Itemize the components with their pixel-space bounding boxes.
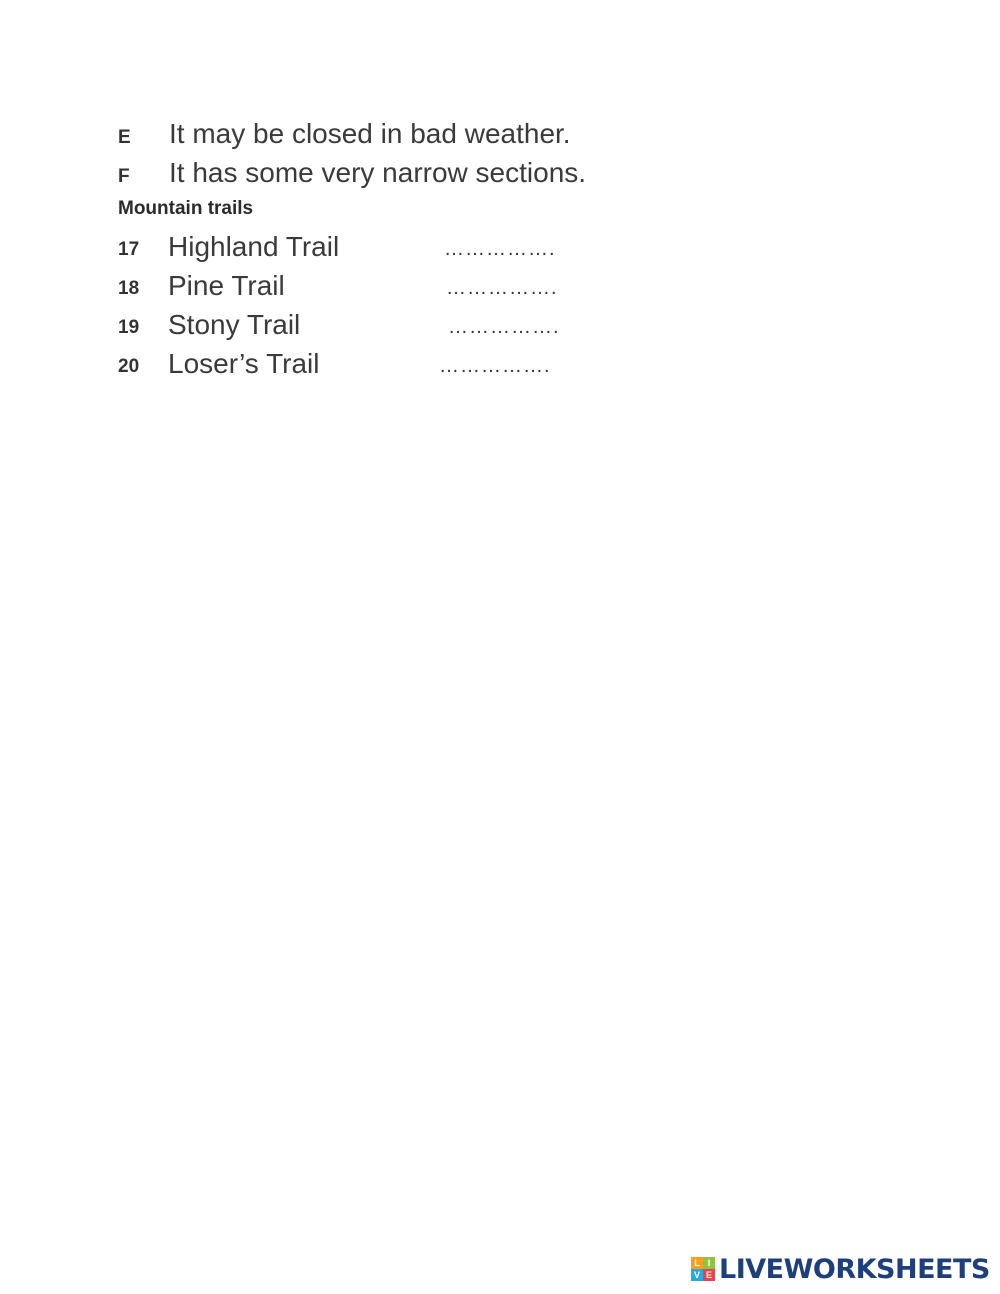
live-logo-icon	[691, 1257, 715, 1281]
trail-name: Loser’s Trail	[168, 348, 320, 379]
trail-name: Highland Trail	[168, 231, 340, 262]
trail-row-20	[118, 344, 578, 382]
option-letter: F	[118, 166, 130, 187]
logo-tile: I	[703, 1257, 715, 1269]
logo-tile: E	[703, 1269, 715, 1281]
option-letter: E	[118, 127, 131, 148]
answer-blank[interactable]: …………….	[444, 238, 556, 260]
answer-blank[interactable]: …………….	[446, 277, 558, 299]
question-number: 19	[118, 317, 140, 338]
brand-wordmark: LIVEWORKSHEETS	[719, 1253, 990, 1285]
question-number: 18	[118, 278, 140, 299]
section-heading: Mountain trails	[118, 198, 254, 219]
logo-tile: L	[691, 1257, 703, 1269]
option-text: It has some very narrow sections.	[169, 157, 587, 188]
trail-name: Stony Trail	[168, 309, 301, 340]
trail-row-18	[118, 266, 578, 304]
option-text: It may be closed in bad weather.	[169, 118, 571, 149]
liveworksheets-logo	[691, 1254, 990, 1284]
logo-tile: V	[691, 1269, 703, 1281]
trail-row-19	[118, 305, 578, 343]
trail-row-17	[118, 227, 578, 265]
option-row-e	[118, 118, 571, 158]
answer-blank[interactable]: …………….	[448, 316, 560, 338]
trail-name: Pine Trail	[168, 270, 285, 301]
answer-blank[interactable]: …………….	[439, 355, 551, 377]
option-row-f	[118, 157, 586, 197]
question-number: 17	[118, 239, 140, 260]
question-number: 20	[118, 356, 140, 377]
